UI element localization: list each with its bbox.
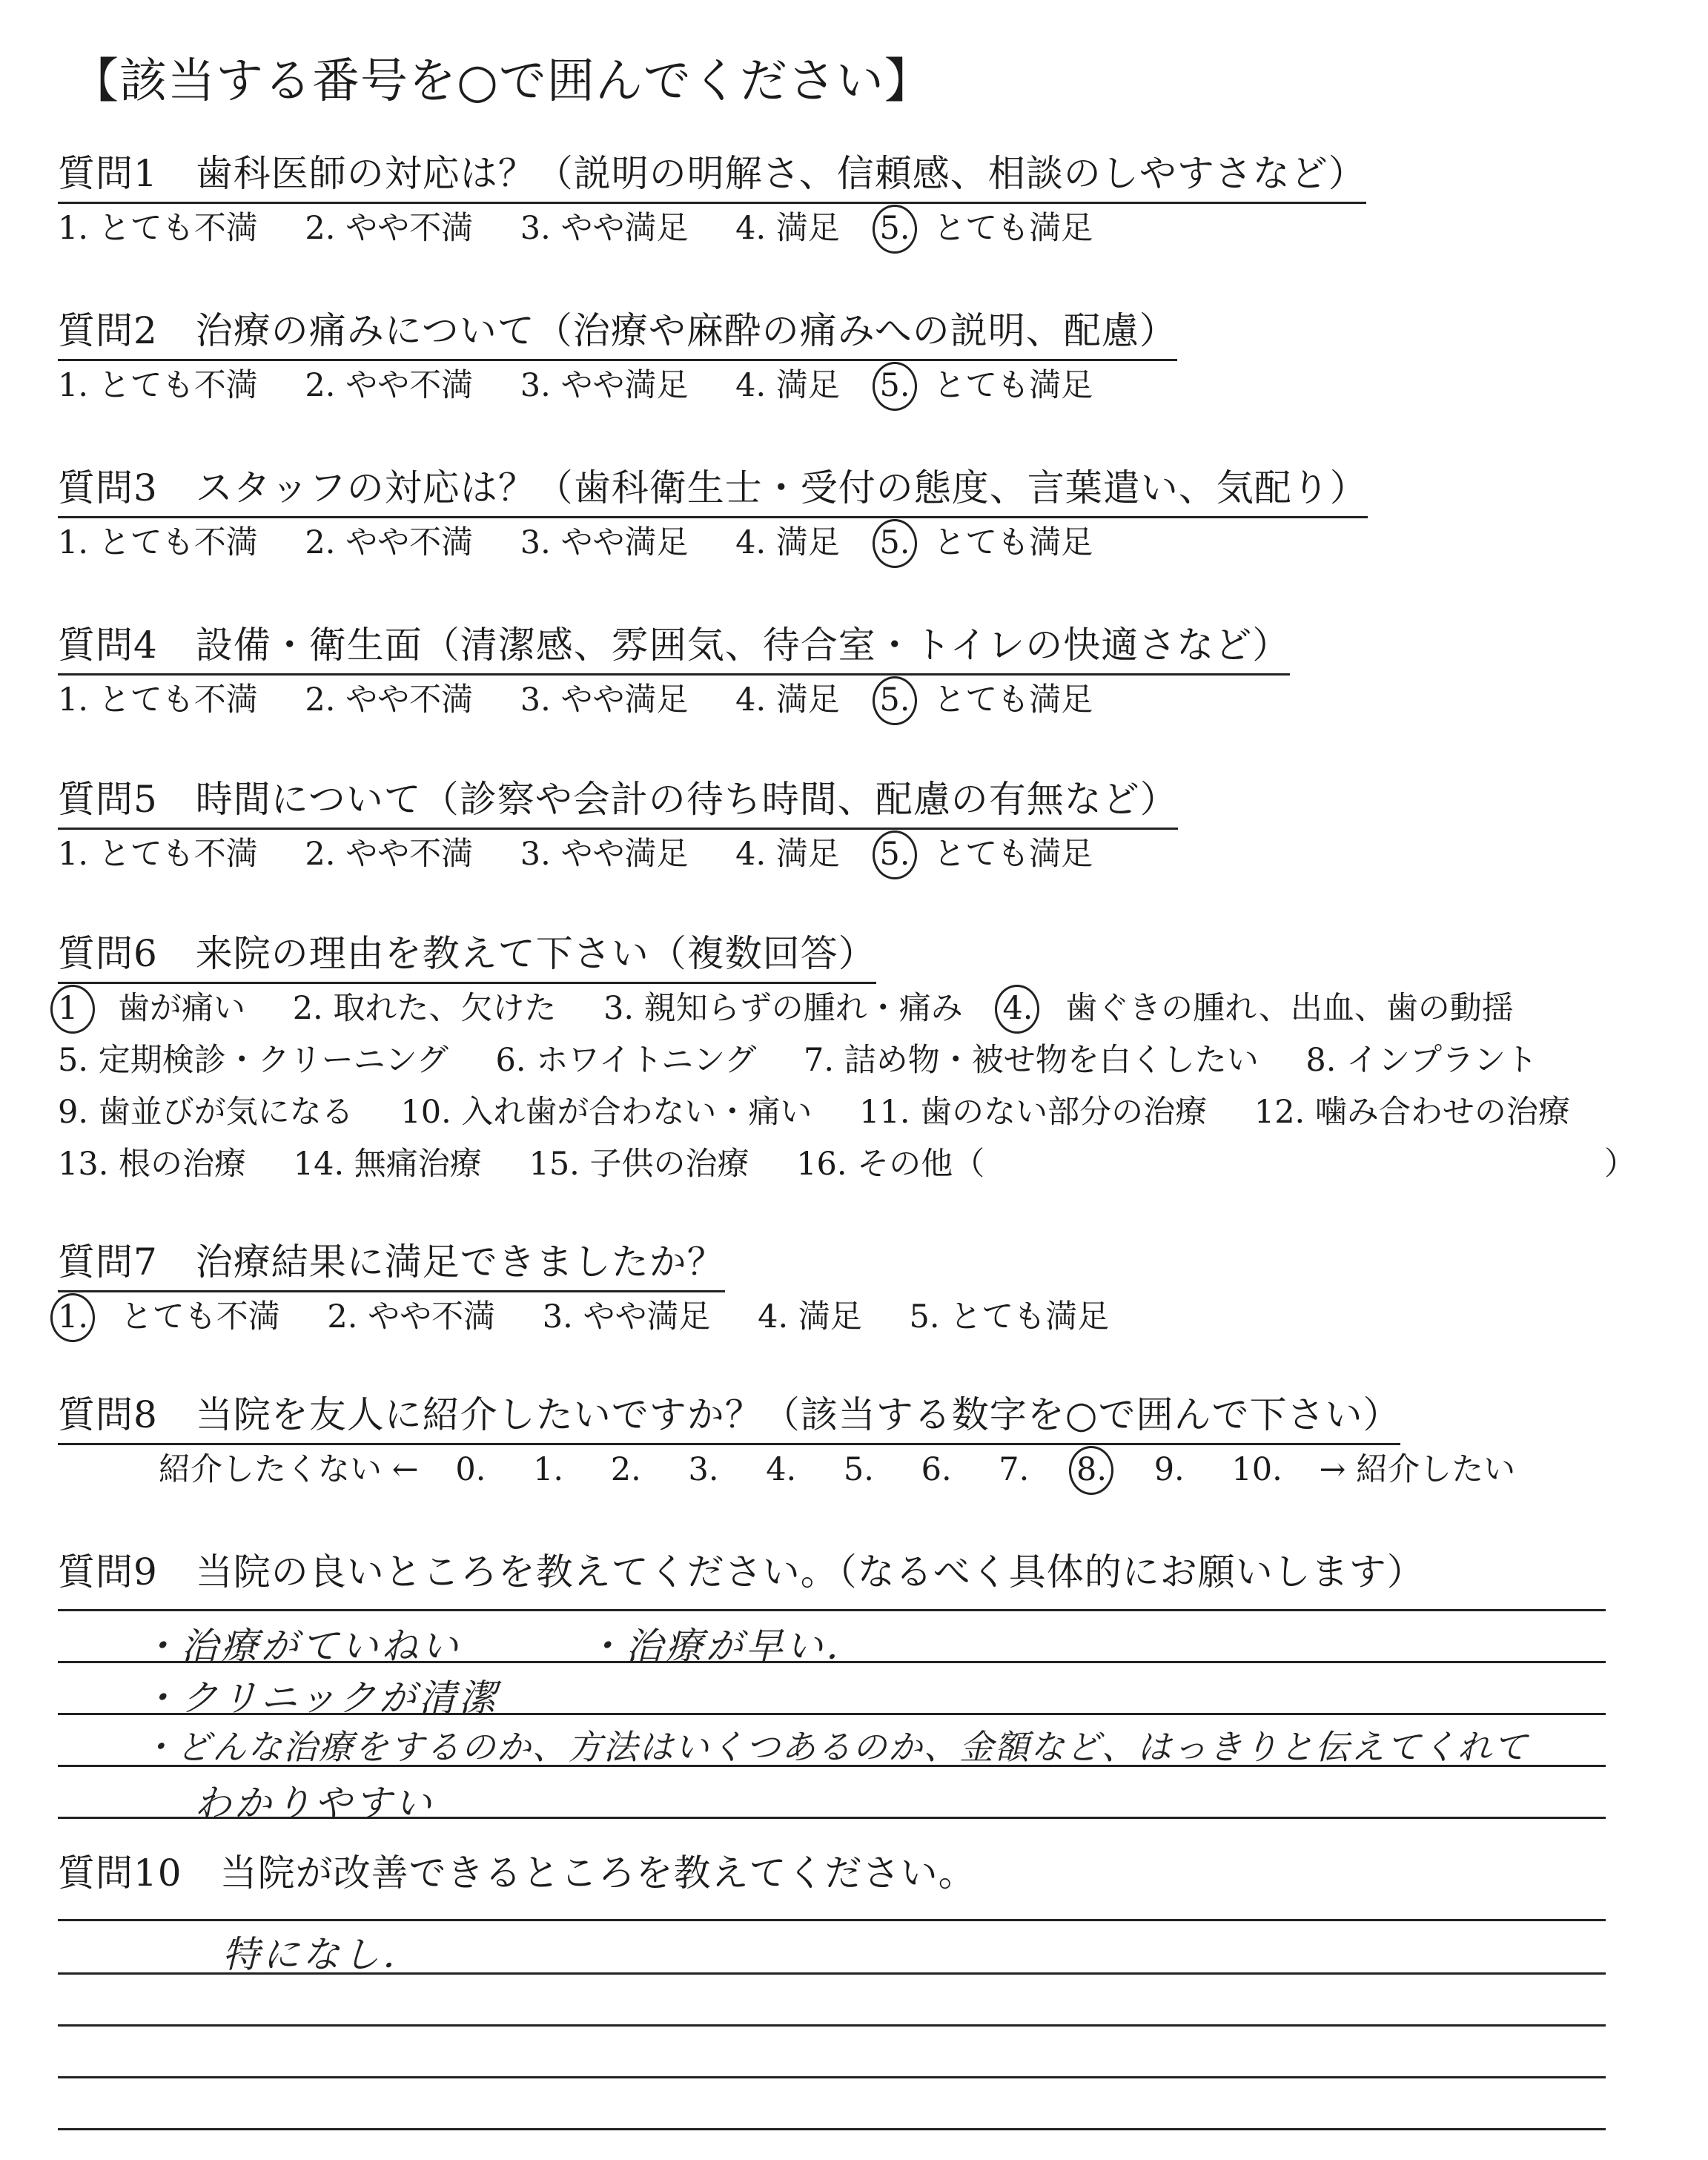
question-8-heading: 質問8 当院を友人に紹介したいですか？（該当する数字を○で囲んで下さい）	[58, 1391, 1400, 1445]
answer-line	[58, 1609, 1606, 1611]
handwritten-answer: わかりやすい	[194, 1782, 434, 1825]
scale-right-label: → 紹介したい	[1319, 1451, 1516, 1488]
question-2-heading: 質問2 治療の痛みについて（治療や麻酔の痛みへの説明、配慮）	[58, 307, 1177, 361]
option-label: とても満足	[933, 836, 1093, 873]
option[interactable]: 13. 根の治療	[58, 1146, 247, 1183]
page-title: 【該当する番号を○で囲んでください】	[71, 54, 933, 109]
scale-value[interactable]: 2.	[610, 1451, 641, 1488]
option[interactable]: 3. やや満足	[520, 367, 689, 404]
scale-value-selected[interactable]: 8.	[1076, 1449, 1107, 1490]
option[interactable]: 14. 無痛治療	[293, 1146, 482, 1183]
other-close-paren: ）	[1604, 1146, 1636, 1183]
question-1-heading: 質問1 歯科医師の対応は？（説明の明解さ、信頼感、相談のしやすさなど）	[58, 150, 1366, 204]
option[interactable]: 4. 満足	[735, 836, 840, 873]
option-label: とても満足	[933, 367, 1093, 404]
option[interactable]: 4. 満足	[735, 210, 840, 247]
option[interactable]: 7. 詰め物・被せ物を白くしたい	[804, 1042, 1259, 1079]
option[interactable]: 4. 満足	[735, 524, 840, 561]
scale-value[interactable]: 0.	[455, 1451, 486, 1488]
question-4-heading: 質問4 設備・衛生面（清潔感、雰囲気、待合室・トイレの快適さなど）	[58, 621, 1290, 676]
answer-line	[58, 2076, 1606, 2078]
option[interactable]: 2. 取れた、欠けた	[292, 990, 557, 1027]
handwritten-answer: ・クリニックが清潔	[141, 1677, 499, 1720]
scale-value[interactable]: 9.	[1153, 1451, 1185, 1488]
option-selected[interactable]: 1	[58, 988, 78, 1029]
handwritten-answer: ・治療が早い．	[586, 1625, 866, 1668]
option[interactable]: 2. やや不満	[305, 524, 474, 561]
answer-line	[58, 2128, 1606, 2130]
option-selected[interactable]: 5.	[880, 522, 910, 564]
scale-value[interactable]: 5.	[843, 1451, 874, 1488]
option[interactable]: 4. 満足	[735, 367, 840, 404]
option[interactable]: 6. ホワイトニング	[495, 1042, 757, 1079]
option[interactable]: 3. やや満足	[542, 1298, 711, 1335]
scale-value[interactable]: 3.	[688, 1451, 719, 1488]
question-3-heading: 質問3 スタッフの対応は？（歯科衛生士・受付の態度、言葉遣い、気配り）	[58, 464, 1368, 518]
option[interactable]: 2. やや不満	[305, 836, 474, 873]
option-label: とても不満	[120, 1298, 280, 1335]
option[interactable]: 3. やや満足	[520, 210, 689, 247]
question-6-row-4	[58, 1143, 984, 1185]
option-label: 歯ぐきの腫れ、出血、歯の動揺	[1065, 990, 1514, 1027]
question-7-options	[58, 1296, 1109, 1338]
scale-value[interactable]: 7.	[999, 1451, 1030, 1488]
option-label: とても満足	[933, 210, 1093, 247]
question-6-row-3	[58, 1091, 1570, 1133]
option-other[interactable]: 16. その他（	[796, 1146, 985, 1183]
option-selected[interactable]: 5.	[880, 833, 910, 875]
handwritten-answer: ・治療がていねい	[141, 1625, 461, 1668]
option[interactable]: 15. 子供の治療	[529, 1146, 749, 1183]
option[interactable]: 11. 歯のない部分の治療	[859, 1094, 1208, 1131]
question-5-heading: 質問5 時間について（診察や会計の待ち時間、配慮の有無など）	[58, 776, 1178, 830]
option[interactable]: 9. 歯並びが気になる	[58, 1094, 354, 1131]
option-label: とても満足	[933, 524, 1093, 561]
scale-value[interactable]: 1.	[533, 1451, 564, 1488]
option[interactable]: 1. とても不満	[58, 681, 258, 719]
option-label: 歯が痛い	[118, 990, 246, 1027]
option[interactable]: 2. やや不満	[305, 210, 474, 247]
option[interactable]: 1. とても不満	[58, 367, 258, 404]
option[interactable]: 12. 噛み合わせの治療	[1254, 1094, 1570, 1131]
option[interactable]: 10. 入れ歯が合わない・痛い	[400, 1094, 812, 1131]
option[interactable]: 5. 定期検診・クリーニング	[58, 1042, 448, 1079]
option[interactable]: 1. とても不満	[58, 210, 258, 247]
handwritten-answer: 特になし．	[222, 1933, 423, 1976]
option[interactable]: 1. とても不満	[58, 836, 258, 873]
option-label: とても満足	[933, 681, 1093, 719]
question-4-options	[58, 679, 1093, 721]
option[interactable]: 3. やや満足	[520, 524, 689, 561]
answer-line	[58, 1919, 1606, 1921]
option[interactable]: 1. とても不満	[58, 524, 258, 561]
option[interactable]: 2. やや不満	[305, 681, 474, 719]
option[interactable]: 3. 親知らずの腫れ・痛み	[603, 990, 963, 1027]
question-6-row-2	[58, 1040, 1537, 1081]
option[interactable]: 2. やや不満	[327, 1298, 496, 1335]
question-3-options	[58, 522, 1093, 564]
question-1-options	[58, 208, 1093, 249]
scale-value[interactable]: 6.	[921, 1451, 952, 1488]
question-8-scale	[159, 1449, 1515, 1490]
option[interactable]: 8. インプラント	[1305, 1042, 1538, 1079]
option-selected[interactable]: 5.	[880, 208, 910, 249]
option-selected[interactable]: 1.	[58, 1296, 88, 1338]
question-10-heading: 質問10 当院が改善できるところを教えてください。	[58, 1852, 976, 1895]
question-6-heading: 質問6 来院の理由を教えて下さい（複数回答）	[58, 930, 876, 984]
answer-line	[58, 2024, 1606, 2027]
option[interactable]: 5. とても満足	[909, 1298, 1110, 1335]
option-selected[interactable]: 4.	[1002, 988, 1033, 1029]
option[interactable]: 4. 満足	[735, 681, 840, 719]
question-2-options	[58, 365, 1093, 406]
question-6-row-1	[58, 988, 1514, 1029]
handwritten-answer: ・どんな治療をするのか、方法はいくつあるのか、金額など、はっきりと伝えてくれて	[141, 1727, 1529, 1767]
scale-left-label: 紹介したくない ←	[159, 1451, 419, 1488]
option-selected[interactable]: 5.	[880, 679, 910, 721]
question-7-heading: 質問7 治療結果に満足できましたか？	[58, 1238, 725, 1292]
option[interactable]: 4. 満足	[758, 1298, 862, 1335]
option[interactable]: 3. やや満足	[520, 836, 689, 873]
option[interactable]: 3. やや満足	[520, 681, 689, 719]
question-5-options	[58, 833, 1093, 875]
question-9-heading: 質問9 当院の良いところを教えてください。（なるべく具体的にお願いします）	[58, 1550, 1425, 1593]
option[interactable]: 2. やや不満	[305, 367, 474, 404]
option-selected[interactable]: 5.	[880, 365, 910, 406]
scale-value[interactable]: 10.	[1231, 1451, 1282, 1488]
scale-value[interactable]: 4.	[766, 1451, 797, 1488]
